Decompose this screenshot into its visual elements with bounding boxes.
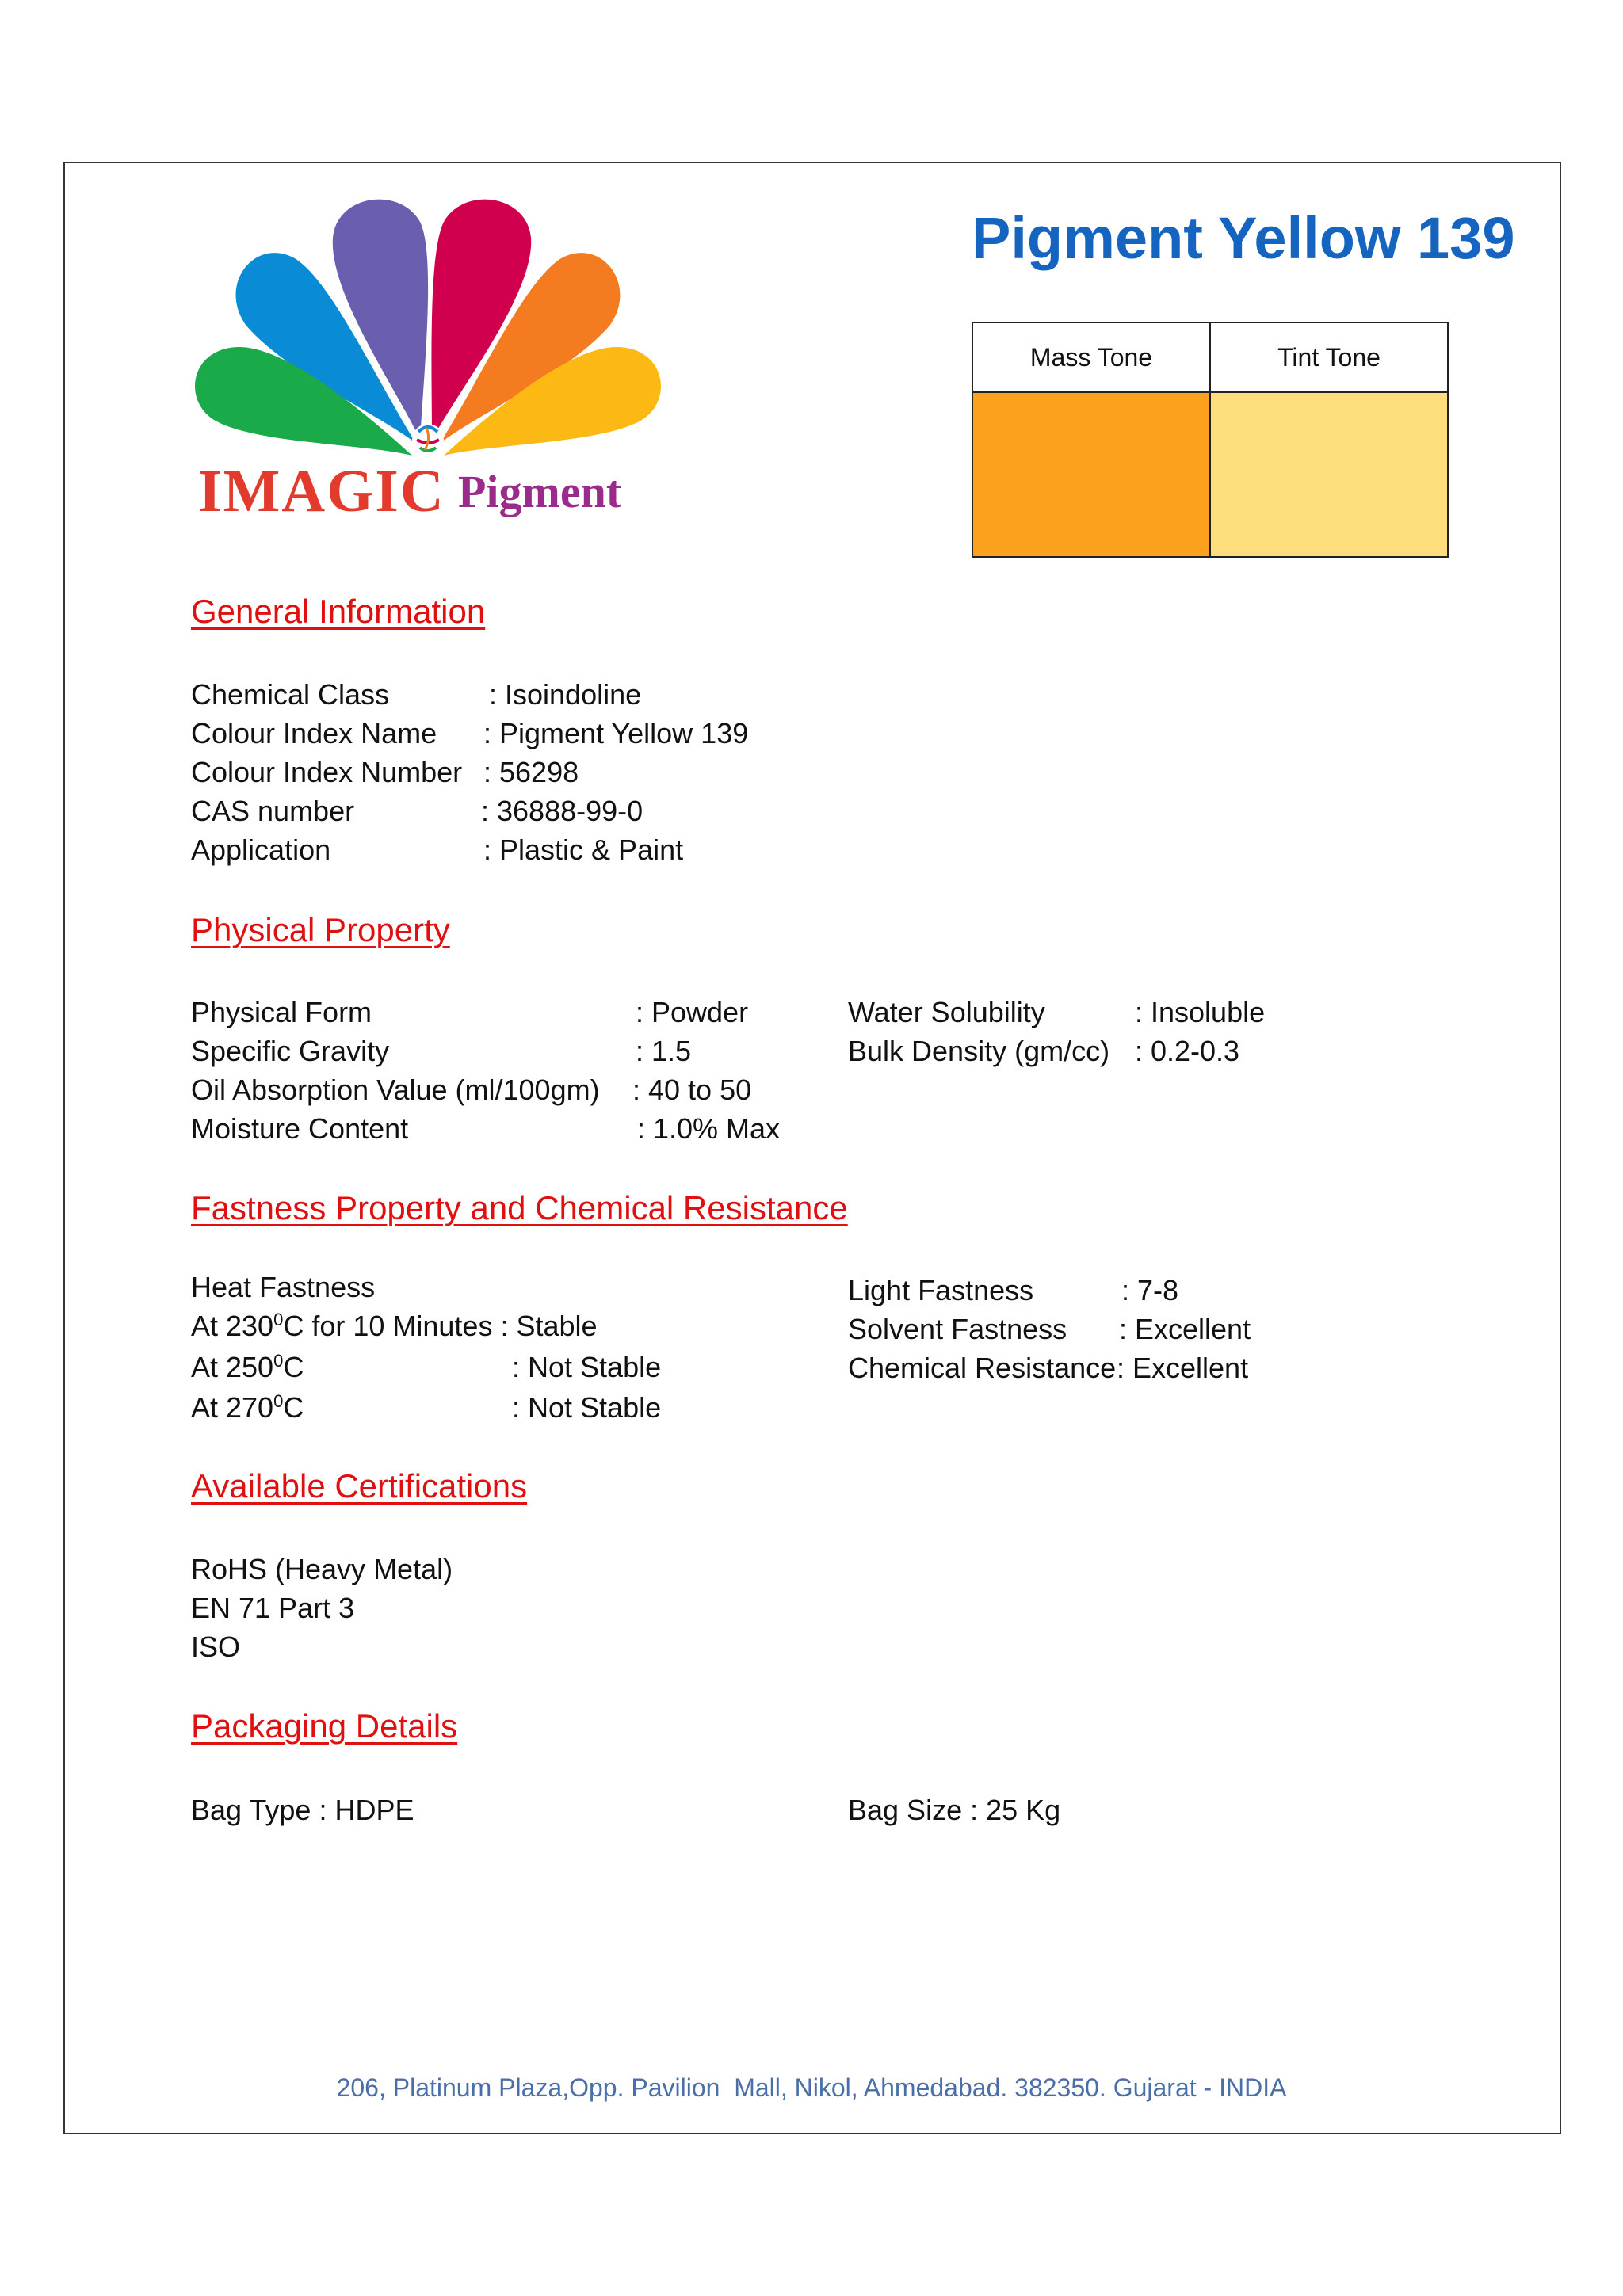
heat-row <box>191 1310 598 1343</box>
general-label: Chemical Class <box>191 678 390 711</box>
physical-label: Water Solubility <box>848 996 1045 1028</box>
fastness-value: : Excellent <box>1119 1313 1251 1345</box>
fastness-value: : 7-8 <box>1121 1274 1179 1306</box>
general-label: Application <box>191 833 331 866</box>
heat-row-sup: 0 <box>273 1351 284 1371</box>
fastness-label: Solvent Fastness <box>848 1313 1067 1345</box>
heat-row-suffix: C for 10 Minutes : Stable <box>283 1310 598 1342</box>
general-value: : Plastic & Paint <box>483 833 684 866</box>
certification-item: ISO <box>191 1630 241 1663</box>
general-information-heading: General Information <box>191 593 486 630</box>
logo-swirl <box>412 424 444 456</box>
tint-tone-label: Tint Tone <box>1210 322 1448 392</box>
physical-value: : 40 to 50 <box>632 1074 752 1106</box>
packaging-heading: Packaging Details <box>191 1707 458 1745</box>
logo-word-imagic: IMAGIC <box>198 458 445 523</box>
tone-table <box>972 322 1449 558</box>
physical-value: : 1.0% Max <box>637 1112 781 1145</box>
certifications-heading: Available Certifications <box>191 1467 528 1505</box>
general-value: : 56298 <box>483 756 579 788</box>
footer-address: 206, Platinum Plaza,Opp. Pavilion Mall, Nikol, Ahmedabad. 382350. Gujarat - INDIA <box>336 2073 1287 2102</box>
physical-label: Physical Form <box>191 996 372 1028</box>
heat-row-prefix: At 230 <box>191 1310 274 1342</box>
general-label: Colour Index Name <box>191 717 437 749</box>
fastness-label: Light Fastness <box>848 1274 1034 1306</box>
heat-row-sup: 0 <box>273 1310 284 1329</box>
physical-value: : Insoluble <box>1135 996 1266 1028</box>
bag-size: Bag Size : 25 Kg <box>848 1794 1061 1826</box>
mass-tone-swatch <box>972 392 1210 557</box>
logo-word-pigment: Pigment <box>458 466 622 517</box>
physical-value: : 1.5 <box>636 1035 692 1067</box>
certification-item: RoHS (Heavy Metal) <box>191 1553 453 1585</box>
general-value: : 36888-99-0 <box>481 795 643 827</box>
fastness-value: : Excellent <box>1117 1352 1249 1384</box>
physical-label: Bulk Density (gm/cc) <box>848 1035 1110 1067</box>
general-label: Colour Index Number <box>191 756 463 788</box>
fastness-label: Chemical Resistance <box>848 1352 1117 1384</box>
physical-property-heading: Physical Property <box>191 911 450 948</box>
certification-item: EN 71 Part 3 <box>191 1592 355 1624</box>
physical-value: : Powder <box>636 996 749 1028</box>
fastness-heading: Fastness Property and Chemical Resistance <box>191 1189 848 1226</box>
heat-row-sup: 0 <box>273 1391 284 1411</box>
heat-row <box>191 1351 304 1384</box>
general-label: CAS number <box>191 795 355 827</box>
heat-fastness-label: Heat Fastness <box>191 1271 376 1303</box>
tint-tone-swatch <box>1210 392 1448 557</box>
physical-label: Oil Absorption Value (ml/100gm) <box>191 1074 600 1106</box>
heat-row-prefix: At 250 <box>191 1351 274 1383</box>
general-value: : Isoindoline <box>489 678 642 711</box>
mass-tone-label: Mass Tone <box>972 322 1210 392</box>
general-value: : Pigment Yellow 139 <box>483 717 749 749</box>
physical-value: : 0.2-0.3 <box>1135 1035 1240 1067</box>
imagic-logo <box>190 190 682 523</box>
physical-label: Specific Gravity <box>191 1035 390 1067</box>
heat-row-prefix: At 270 <box>191 1391 274 1424</box>
page-title: Pigment Yellow 139 <box>972 205 1515 271</box>
physical-label: Moisture Content <box>191 1112 409 1145</box>
heat-row-suffix: C <box>283 1351 304 1383</box>
bag-type: Bag Type : HDPE <box>191 1794 414 1826</box>
heat-row <box>191 1391 304 1425</box>
heat-row-value: : Not Stable <box>512 1391 662 1424</box>
heat-row-suffix: C <box>283 1391 304 1424</box>
heat-row-value: : Not Stable <box>512 1351 662 1383</box>
